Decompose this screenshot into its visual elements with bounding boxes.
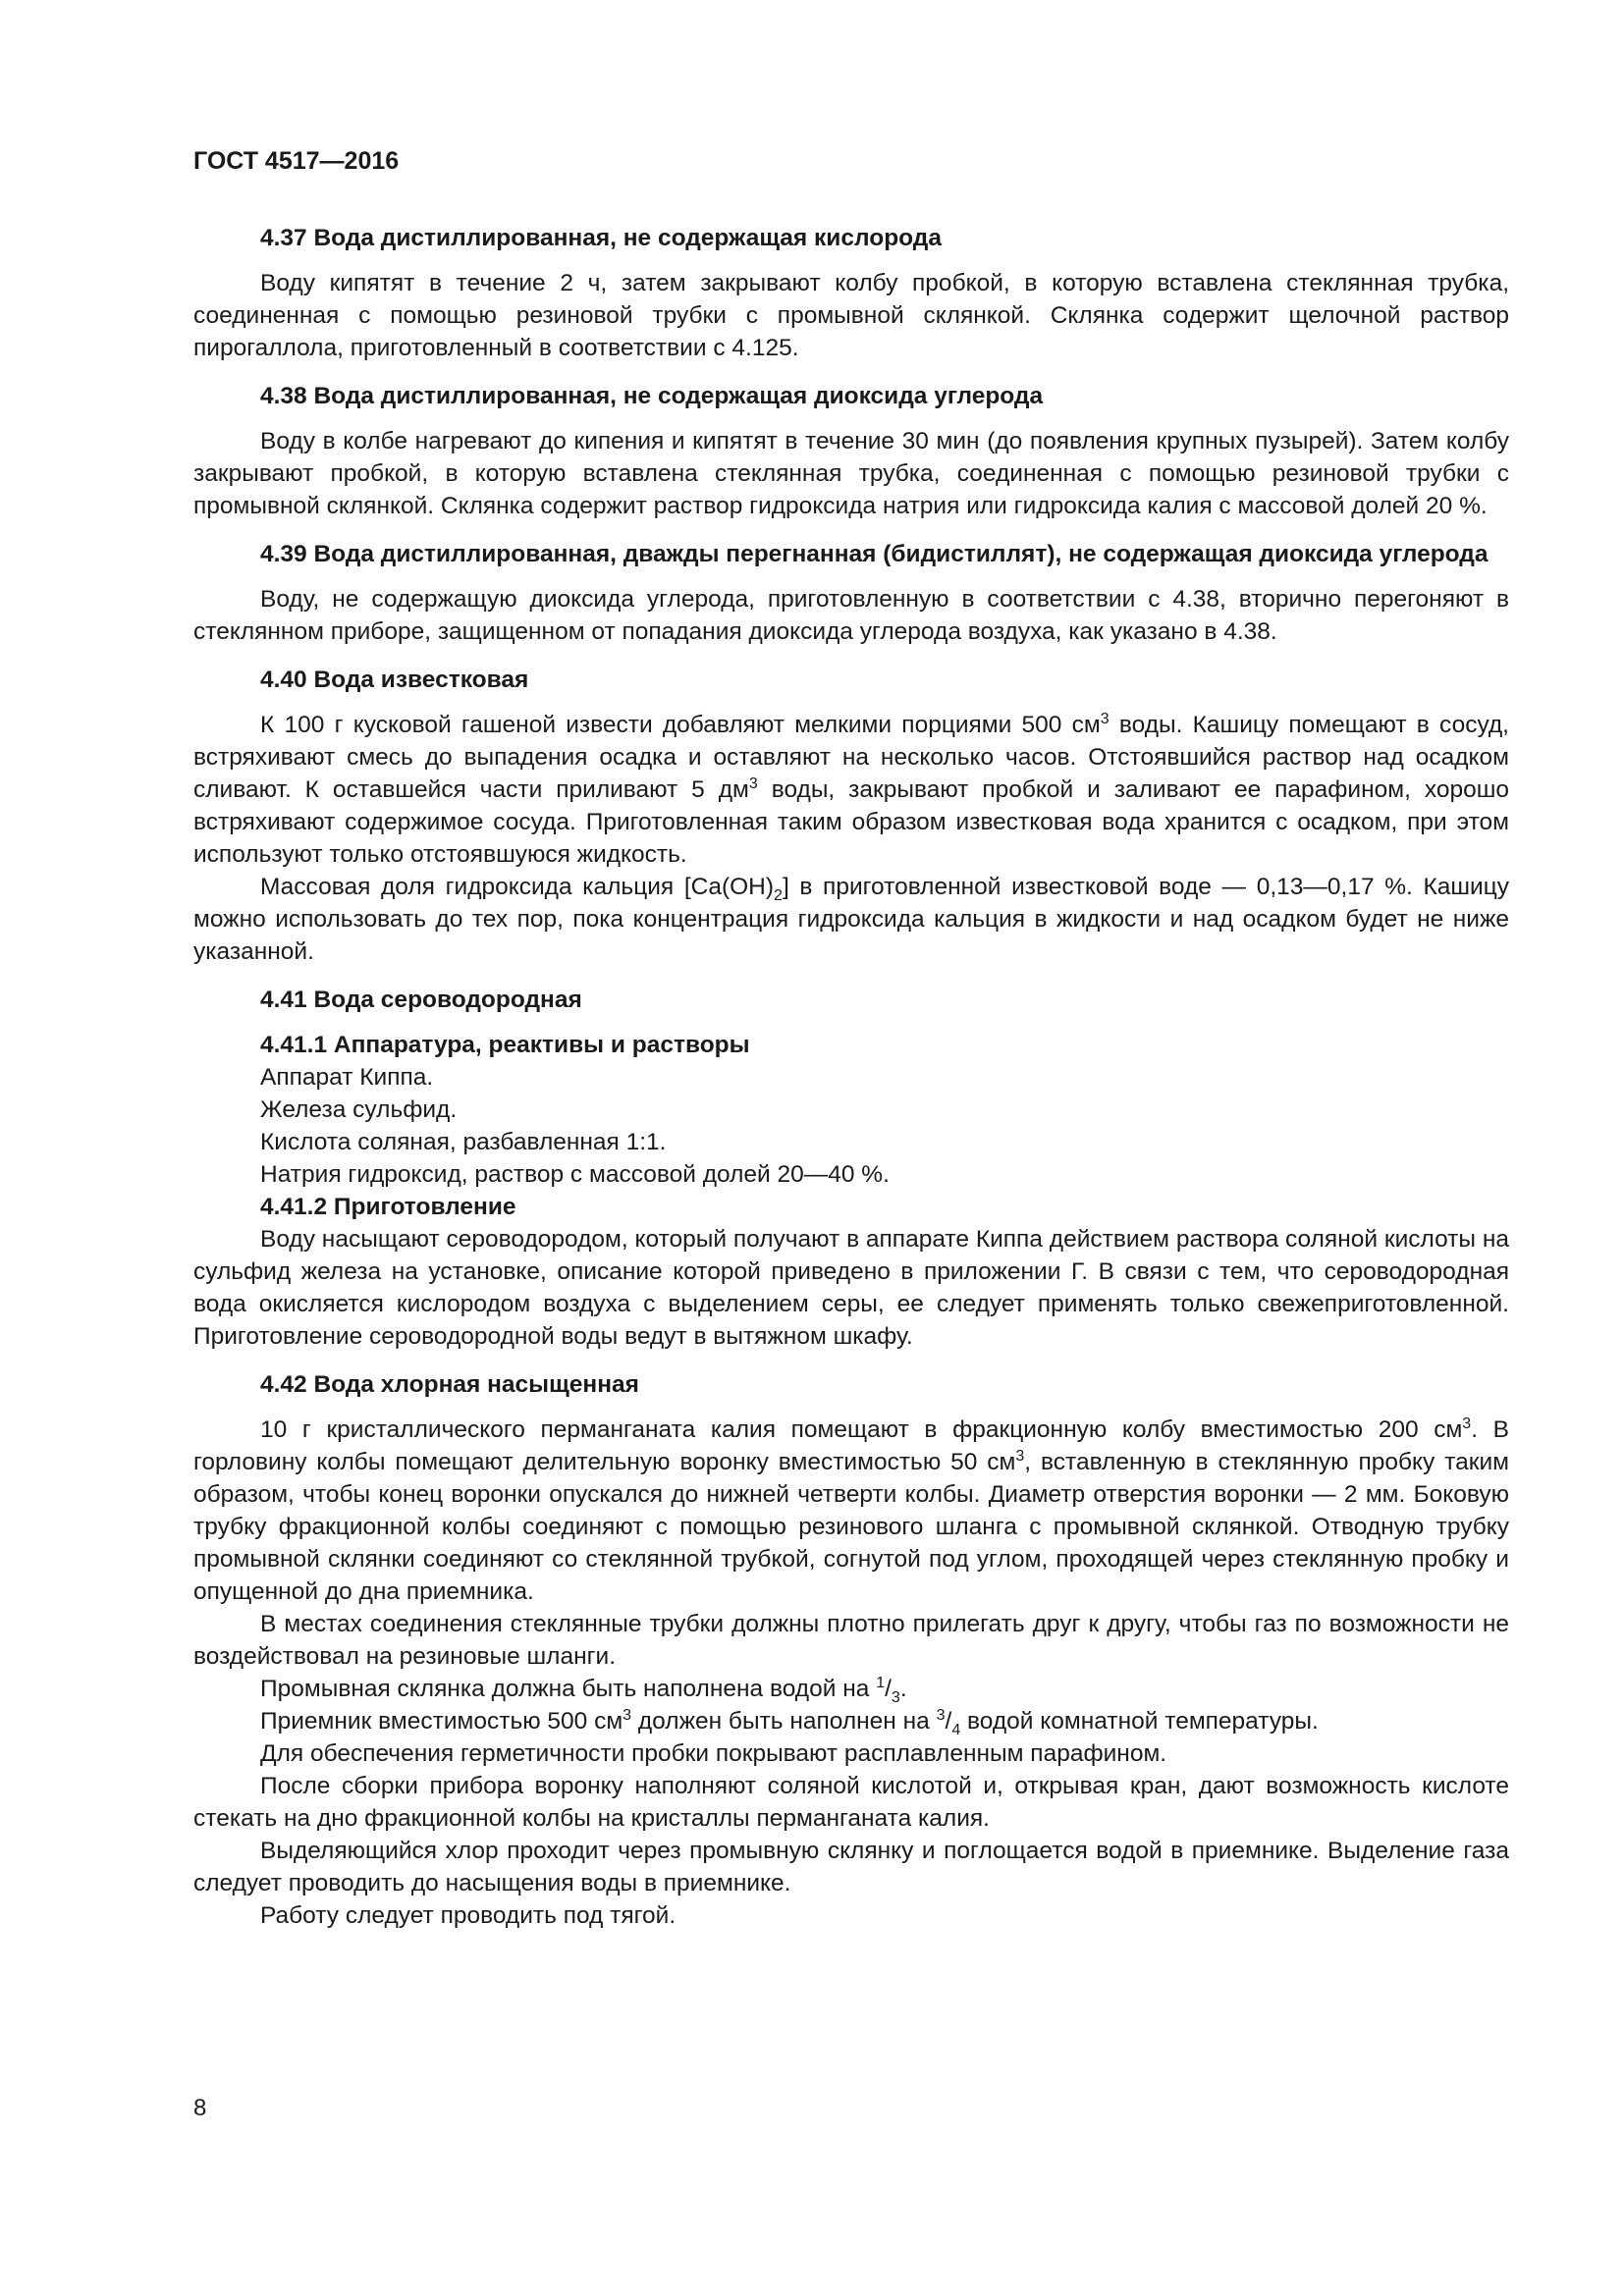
section-4-38-text: Воду в колбе нагревают до кипения и кипятят в течение 30 мин (до появления крупных пузырей). Затем колбу закрывают пробкой, в которую вставлена стеклянная трубка, соединенная с помощью резиновой трубки с промывной склянкой. Склянка содержит раствор гидроксида натрия или гидроксида калия с массовой долей 20 %. [193,428,1509,519]
section-4-37-title: 4.37 Вода дистиллированная, не содержащая кислорода [260,225,942,251]
list-item: Железа сульфид. [260,1096,458,1123]
section-4-40-text: К 100 г кусковой гашеной извести добавляют мелкими порциями 500 $см^3$ воды. Кашицу помещают в сосуд, встряхивают смесь до выпадения осадка и оставляют на несколько часов. Отстоявшийся раствор над осадком сливают. К оставшейся части приливают 5 $дм^3$ воды, закрывают пробкой и заливают ее парафином, хорошо встряхивают содержимое сосуда. Приготовленная таким образом известковая вода хранится с осадком, при этом используют только отстоявшуюся жидкость. [193,710,1509,868]
section-4-42-text-8: Работу следует проводить под тягой. [260,1902,677,1929]
section-4-42-text-4: Приемник вместимостью 500 $см^3$ должен быть наполнен на $^3/_4$ водой комнатной температуры. [260,1706,1319,1738]
list-item: Кислота соляная, разбавленная 1:1. [260,1129,667,1155]
section-4-42-title: 4.42 Вода хлорная насыщенная [260,1371,639,1398]
document-page [193,145,1509,1932]
section-4-42-text-3: Промывная склянка должна быть наполнена водой на $^1/_3$. [260,1674,907,1706]
list-item: Натрия гидроксид, раствор с массовой долей 20—40 %. [260,1161,890,1188]
section-4-37-text: Воду кипятят в течение 2 ч, затем закрывают колбу пробкой, в которую вставлена стеклянная трубка, соединенная с помощью резиновой трубки с промывной склянкой. Склянка содержит щелочной раствор пирогаллола, приготовленный в соответствии с 4.125. [193,270,1509,361]
section-4-41-2-title: 4.41.2 Приготовление [260,1194,516,1220]
section-4-41-title: 4.41 Вода сероводородная [260,987,582,1013]
section-4-40-title: 4.40 Вода известковая [260,667,529,693]
section-4-42-text-2: В местах соединения стеклянные трубки должны плотно прилегать друг к другу, чтобы газ по возможности не воздействовал на резиновые шланги. [193,1611,1509,1670]
section-4-41-1-title: 4.41.1 Аппаратура, реактивы и растворы [260,1032,750,1058]
section-4-42-text-1: 10 г кристаллического перманганата калия помещают в фракционную колбу вместимостью 200 $см^3$. В горловину колбы помещают делительную воронку вместимостью 50 $см^3$, вставленную в стеклянную пробку таким образом, чтобы конец воронки опускался до нижней четверти колбы. Диаметр отверстия воронки — 2 мм. Боковую трубку фракционной колбы соединяют с помощью резинового шланга с промывной склянкой. Отводную трубку промывной склянки соединяют со стеклянной трубкой, согнутой под углом, проходящей через стеклянную пробку и опущенной до дна приемника. [193,1415,1509,1605]
section-4-39-title: 4.39 Вода дистиллированная, дважды перегнанная (бидистиллят), не содержащая диоксида углерода [260,541,1489,567]
section-4-42-text-6: После сборки прибора воронку наполняют соляной кислотой и, открывая кран, дают возможность кислоте стекать на дно фракционной колбы на кристаллы перманганата калия. [193,1773,1509,1832]
page-number: 8 [193,2095,207,2121]
section-4-42-text-7: Выделяющийся хлор проходит через промывную склянку и поглощается водой в приемнике. Выделение газа следует проводить до насыщения воды в приемнике. [193,1838,1509,1896]
list-item: Аппарат Киппа. [260,1064,434,1091]
section-4-39-text: Воду, не содержащую диоксида углерода, приготовленную в соответствии с 4.38, вторично перегоняют в стеклянном приборе, защищенном от попадания диоксида углерода воздуха, как указано в 4.38. [193,586,1509,645]
section-4-42-text-5: Для обеспечения герметичности пробки покрывают расплавленным парафином. [260,1740,1167,1767]
standard-header: ГОСТ 4517—2016 [193,147,400,175]
section-4-40-text-2: Массовая доля гидроксида кальция $[Ca(OH)_2]$ в приготовленной известковой воде — 0,13—0,17 %. Кашицу можно использовать до тех пор, пока концентрация гидроксида кальция в жидкости и над осадком будет не ниже указанной. [193,874,1509,965]
section-4-41-2-text: Воду насыщают сероводородом, который получают в аппарате Киппа действием раствора соляной кислоты на сульфид железа на установке, описание которой приведено в приложении Г. В связи с тем, что сероводородная вода окисляется кислородом воздуха с выделением серы, ее следует применять только свежеприготовленной. Приготовление сероводородной воды ведут в вытяжном шкафу. [193,1226,1509,1350]
section-4-38-title: 4.38 Вода дистиллированная, не содержащая диоксида углерода [260,383,1044,409]
